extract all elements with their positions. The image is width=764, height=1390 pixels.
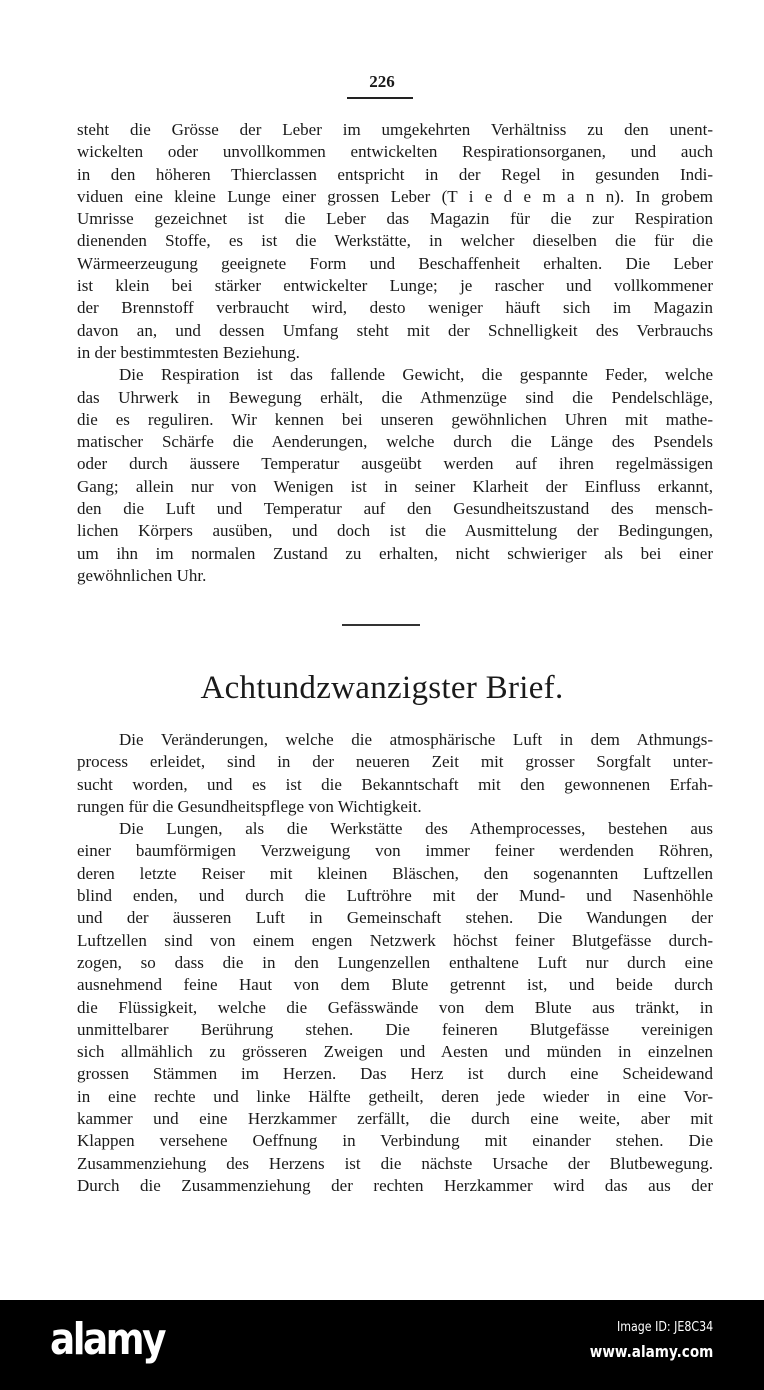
text-line: ausnehmend feine Haut von dem Blute getrennt ist, und beide durch	[77, 975, 713, 995]
paragraph	[77, 818, 713, 1197]
text-line: davon an, und dessen Umfang steht mit der Schnelligkeit des Verbrauchs	[77, 320, 713, 340]
text-line: Die Veränderungen, welche die atmosphärische Luft in dem Athmungs-	[119, 730, 713, 749]
text-line: Wärmeerzeugung geeignete Form und Beschaffenheit erhalten. Die Leber	[77, 253, 713, 273]
text-line: sich allmählich zu grösseren Zweigen und Aesten und münden in einzelnen	[77, 1042, 713, 1062]
text-line: unmittelbarer Berührung stehen. Die feineren Blutgefässe vereinigen	[77, 1019, 713, 1039]
text-line: gewöhnlichen Uhr.	[77, 565, 207, 585]
text-line: process erleidet, sind in der neueren Zeit mit grosser Sorgfalt unter-	[77, 752, 713, 772]
text-line: sucht worden, und es ist die Bekanntschaft mit den gewonnenen Erfah-	[77, 774, 713, 794]
text-line: lichen Körpers ausüben, und doch ist die Ausmittelung der Bedingungen,	[77, 521, 713, 541]
text-line: Die Respiration ist das fallende Gewicht, die gespannte Feder, welche	[119, 365, 713, 385]
text-line: Umrisse gezeichnet ist die Leber das Magazin für die zur Respiration	[77, 209, 713, 229]
section-divider	[342, 624, 420, 626]
page-number-rule	[347, 97, 413, 99]
text-line: in eine rechte und linke Hälfte getheilt, deren jede wieder in eine Vor-	[77, 1086, 713, 1106]
paragraph	[77, 119, 713, 364]
text-line: viduen eine kleine Lunge einer grossen Leber (T i e d e m a n n). In grobem	[77, 186, 713, 206]
text-line: Klappen versehene Oeffnung in Verbindung mit einander stehen. Die	[77, 1131, 713, 1151]
text-line: einer baumförmigen Verzweigung von immer feiner werdenden Röhren,	[77, 841, 713, 861]
alamy-logo: alamy	[50, 1314, 164, 1365]
text-line: die es reguliren. Wir kennen bei unseren gewöhnlichen Uhren mit mathe-	[77, 409, 713, 429]
text-line: das Uhrwerk in Bewegung erhält, die Athmenzüge sind die Pendelschläge,	[77, 387, 713, 407]
text-line: blind enden, und durch die Luftröhre mit der Mund- und Nasenhöhle	[77, 886, 713, 906]
text-line: matischer Schärfe die Aenderungen, welche durch die Länge des Psendels	[77, 432, 713, 452]
text-line: Durch die Zusammenziehung der rechten Herzkammer wird das aus der	[77, 1175, 713, 1195]
text-line: grossen Stämmen im Herzen. Das Herz ist durch eine Scheidewand	[77, 1064, 713, 1084]
text-line: oder durch äussere Temperatur ausgeübt werden auf ihren regelmässigen	[77, 454, 713, 474]
website-link: www.alamy.com	[589, 1342, 713, 1361]
text-line: die Flüssigkeit, welche die Gefässwände von dem Blute aus tränkt, in	[77, 997, 713, 1017]
text-line: in den höheren Thierclassen entspricht in der Regel in gesunden Indi-	[77, 164, 713, 184]
text-line: zogen, so dass die in den Lungenzellen enthaltene Luft nur durch eine	[77, 952, 713, 972]
page-number: 226	[369, 72, 395, 91]
watermark-band	[0, 1300, 764, 1390]
chapter-heading: Achtundzwanzigster Brief.	[200, 670, 564, 706]
text-line: kammer und eine Herzkammer zerfällt, die durch eine weite, aber mit	[77, 1109, 713, 1129]
text-line: und der äusseren Luft in Gemeinschaft stehen. Die Wandungen der	[77, 908, 713, 928]
text-line: wickelten oder unvollkommen entwickelten Respirationsorganen, und auch	[77, 142, 713, 162]
text-line: Die Lungen, als die Werkstätte des Athemprocesses, bestehen aus	[119, 819, 713, 839]
text-line: Gang; allein nur von Wenigen ist in seiner Klarheit der Einfluss erkannt,	[77, 476, 713, 496]
body-text-section-1	[77, 119, 713, 587]
text-line: dienenden Stoffe, es ist die Werkstätte, in welcher dieselben die für die	[77, 231, 713, 251]
text-line: Zusammenziehung des Herzens ist die nächste Ursache der Blutbewegung.	[77, 1153, 713, 1173]
paragraph	[77, 364, 713, 587]
text-line: rungen für die Gesundheitspflege von Wichtigkeit.	[77, 796, 422, 816]
text-line: in der bestimmtesten Beziehung.	[77, 342, 300, 362]
paragraph	[77, 729, 713, 818]
text-line: der Brennstoff verbraucht wird, desto weniger häuft sich im Magazin	[77, 298, 713, 318]
text-line: um ihn im normalen Zustand zu erhalten, nicht schwieriger als bei einer	[77, 543, 713, 563]
text-line: steht die Grösse der Leber im umgekehrten Verhältniss zu den unent-	[77, 120, 713, 139]
text-line: ist klein bei stärker entwickelter Lunge; je rascher und vollkommener	[77, 276, 713, 296]
image-id-label: Image ID: JE8C34	[616, 1320, 713, 1335]
text-line: deren letzte Reiser mit kleinen Bläschen, den sogenannten Luftzellen	[77, 863, 713, 883]
text-line: Luftzellen sind von einem engen Netzwerk höchst feiner Blutgefässe durch-	[77, 930, 713, 950]
text-line: den die Luft und Temperatur auf den Gesundheitszustand des mensch-	[77, 499, 713, 519]
body-text-section-2	[77, 729, 713, 1197]
